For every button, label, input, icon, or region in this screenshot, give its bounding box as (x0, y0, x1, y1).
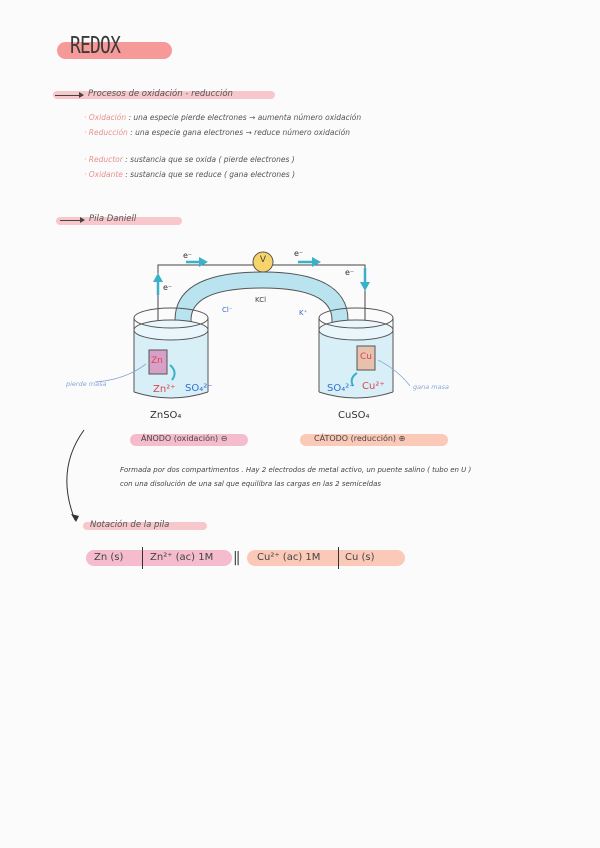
definition-oxidacion: · Oxidación : una especie pierde electrones → aumenta número oxidación (84, 113, 362, 122)
definition-term: Oxidante (88, 170, 123, 179)
section-heading-pila: Pila Daniell (89, 214, 137, 224)
chloride-ion-label: Cl⁻ (222, 306, 233, 314)
pierde-masa-note: pierde masa (66, 380, 107, 388)
notation-cu-ion: Cu²⁺ (ac) 1M (257, 552, 321, 563)
notation-phase-separator (338, 547, 339, 569)
description-line: con una disolución de una sal que equilibra las cargas en las 2 semiceldas (120, 480, 382, 488)
electron-label: e⁻ (345, 268, 355, 277)
notation-phase-separator (142, 547, 143, 569)
potassium-ion-label: K⁺ (299, 309, 308, 317)
curved-arrow-icon (67, 430, 84, 520)
copper-ion-label: Cu²⁺ (362, 381, 385, 392)
definition-text: : una especie gana electrones → reduce número oxidación (130, 128, 350, 137)
copper-electrode-label: Cu (360, 352, 372, 362)
notation-zn-solid: Zn (s) (94, 552, 124, 563)
electron-label: e⁻ (163, 283, 173, 292)
gana-masa-note: gana masa (413, 383, 449, 391)
definition-term: Reducción (88, 128, 128, 137)
right-solution-label: CuSO₄ (338, 410, 370, 421)
sulfate-ion-label: SO₄²⁻ (327, 383, 355, 394)
salt-bridge-label: KCl (255, 296, 267, 304)
notation-zn-ion: Zn²⁺ (ac) 1M (150, 552, 214, 563)
section-heading-notacion: Notación de la pila (90, 520, 170, 530)
definition-term: Reductor (88, 155, 123, 164)
definition-text: : sustancia que se oxida ( pierde electrones ) (125, 155, 295, 164)
section-heading-redox: Procesos de oxidación - reducción (88, 89, 233, 99)
notation-salt-bridge: || (233, 550, 239, 566)
definition-oxidante: · Oxidante : sustancia que se reduce ( gana electrones ) (84, 170, 296, 179)
electron-label: e⁻ (294, 249, 304, 258)
zinc-ion-label: Zn²⁺ (153, 384, 176, 395)
voltmeter-label: V (259, 255, 267, 265)
definition-reduccion: · Reducción : una especie gana electrones → reduce número oxidación (84, 128, 350, 137)
cathode-label: CÁTODO (reducción) ⊕ (314, 434, 406, 443)
notation-cu-solid: Cu (s) (345, 552, 375, 563)
sulfate-ion-label: SO₄²⁻ (185, 383, 213, 394)
description-line: Formada por dos compartimentos . Hay 2 electrodos de metal activo, un puente salino ( tubo en U ) (120, 466, 472, 474)
left-solution-label: ZnSO₄ (150, 410, 182, 421)
curved-arrow-head-icon (71, 514, 79, 522)
definition-reductor: · Reductor : sustancia que se oxida ( pierde electrones ) (84, 155, 295, 164)
definition-term: Oxidación (88, 113, 127, 122)
definition-text: : sustancia que se reduce ( gana electrones ) (125, 170, 296, 179)
definition-text: : una especie pierde electrones → aumenta número oxidación (128, 113, 362, 122)
zinc-electrode-label: Zn (151, 356, 163, 366)
anode-label: ÁNODO (oxidación) ⊖ (141, 434, 228, 443)
electron-label: e⁻ (183, 251, 193, 260)
page-title: REDOX (70, 33, 121, 59)
